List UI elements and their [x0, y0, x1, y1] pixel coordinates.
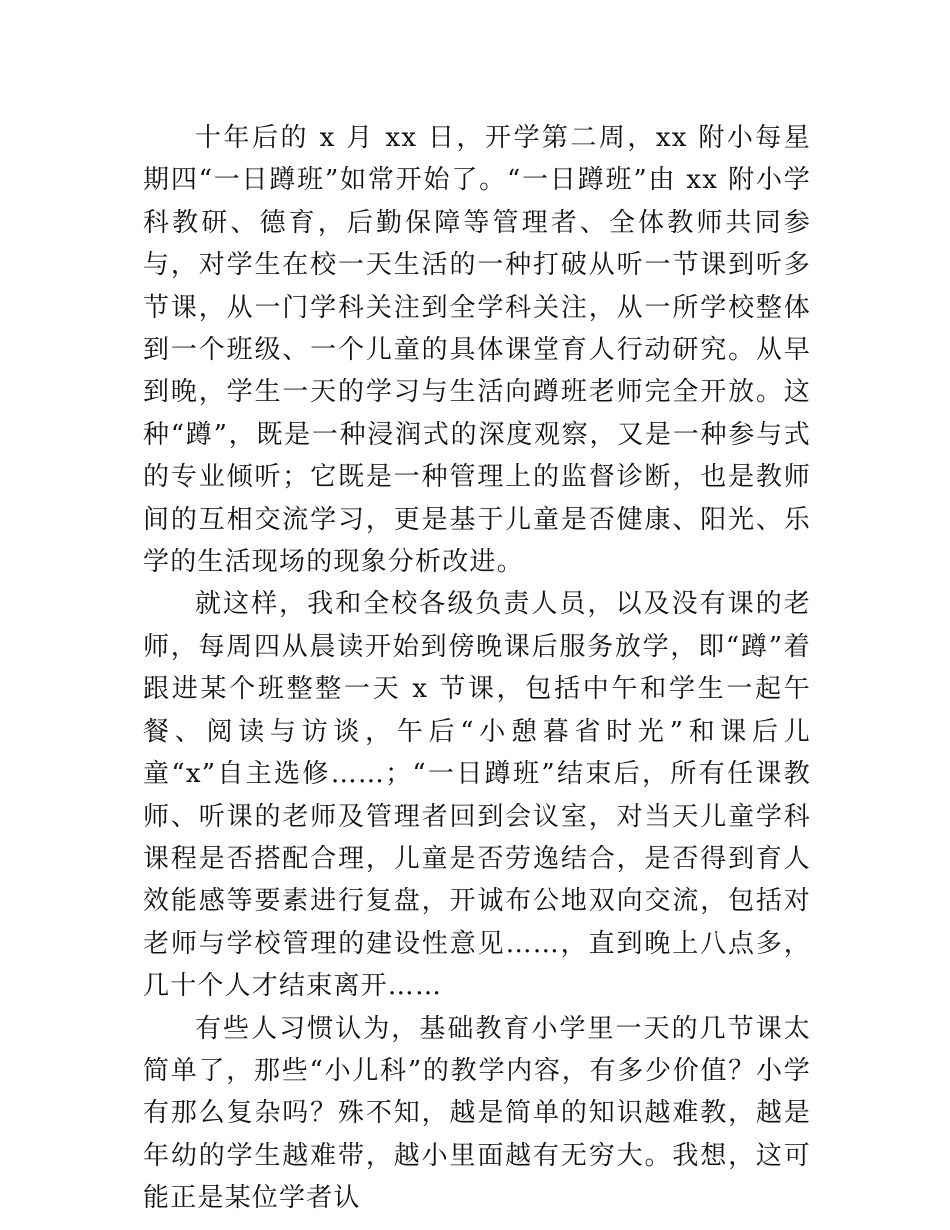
- document-body: [143, 117, 811, 1220]
- paragraph-1: 十年后的 x 月 xx 日，开学第二周，xx 附小每星期四“一日蹲班”如常开始了。“一日蹲班”由 xx 附小学科教研、德育，后勤保障等管理者、全体教师共同参与，对学生在校一天生活的一种打破从听一节课到听多节课，从一门学科关注到全学科关注，从一所学校整体到一个班级、一个儿童的具体课堂育人行动研究。从早到晚，学生一天的学习与生活向蹲班老师完全开放。这种“蹲”，既是一种浸润式的深度观察，又是一种参与式的专业倾听；它既是一种管理上的监督诊断，也是教师间的互相交流学习，更是基于儿童是否健康、阳光、乐学的生活现场的现象分析改进。: [143, 123, 811, 578]
- paragraph-2: 就这样，我和全校各级负责人员，以及没有课的老师，每周四从晨读开始到傍晚课后服务放学，即“蹲”着跟进某个班整整一天 x 节课，包括中午和学生一起午餐、阅读与访谈，午后“小憩暮省时光”和课后儿童“x”自主选修……；“一日蹲班”结束后，所有任课教师、听课的老师及管理者回到会议室，对当天儿童学科课程是否搭配合理，儿童是否劳逸结合，是否得到育人效能感等要素进行复盘，开诚布公地双向交流，包括对老师与学校管理的建设性意见……，直到晚上八点多，几十个人才结束离开……: [143, 589, 811, 1002]
- paragraph-3: 有些人习惯认为，基础教育小学里一天的几节课太简单了，那些“小儿科”的教学内容，有多少价值？小学有那么复杂吗？殊不知，越是简单的知识越难教，越是年幼的学生越难带，越小里面越有无穷大。我想，这可能正是某位学者认: [143, 1013, 811, 1214]
